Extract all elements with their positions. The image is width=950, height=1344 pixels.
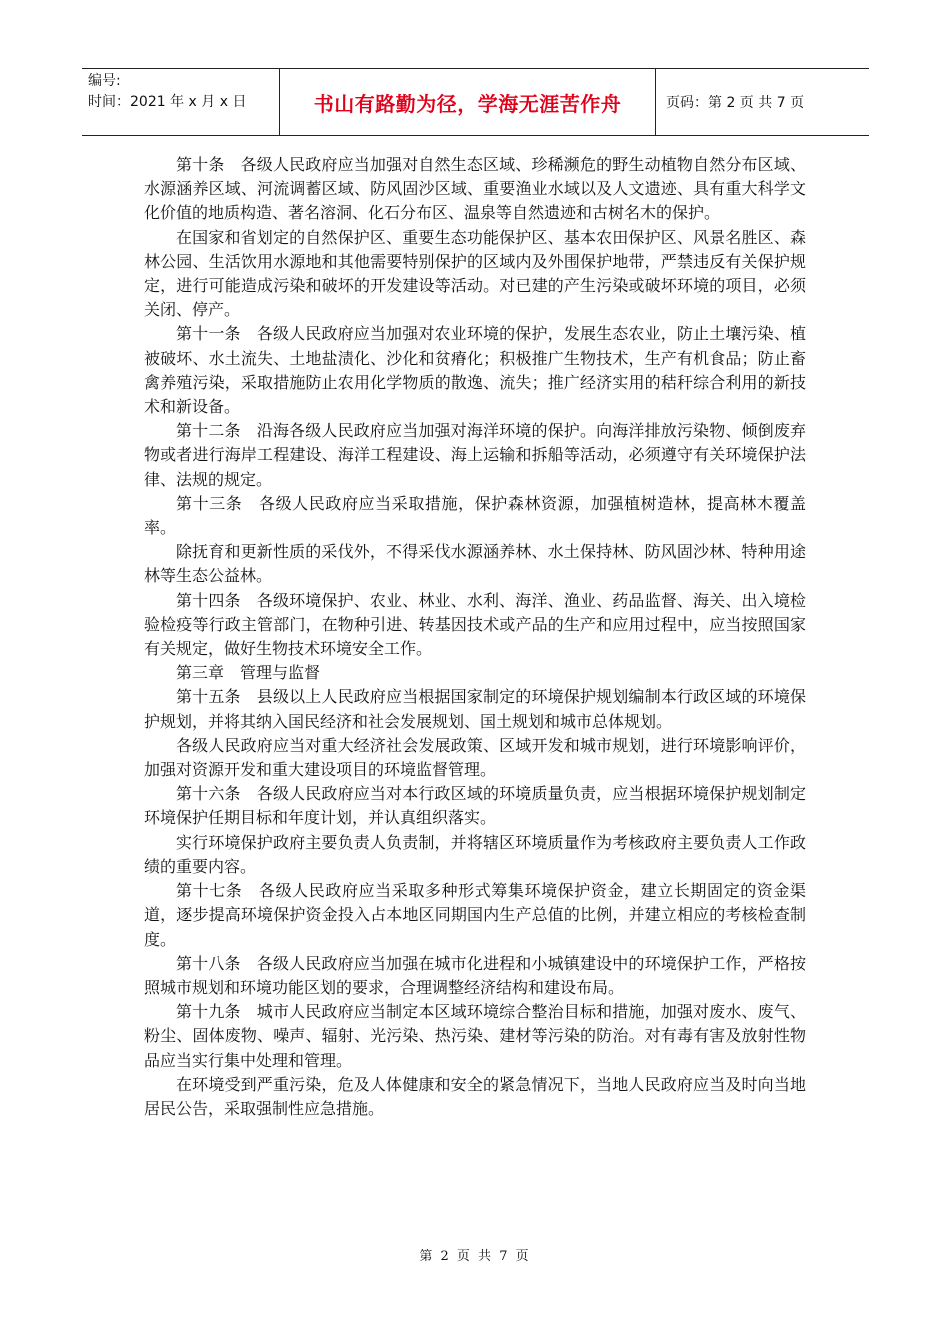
paragraph: 除抚育和更新性质的采伐外，不得采伐水源涵养林、水土保持林、防风固沙林、特种用途林等生态公益林。 [144,542,806,586]
paragraph: 第十二条 沿海各级人民政府应当加强对海洋环境的保护。向海洋排放污染物、倾倒废弃物或者进行海岸工程建设、海洋工程建设、海上运输和拆船等活动，必须遵守有关环境保护法律、法规的规定。 [144,421,806,489]
paragraph: 第十三条 各级人民政府应当采取措施，保护森林资源，加强植树造林，提高林木覆盖率。 [144,493,806,538]
document-body [144,153,806,1121]
paragraph: 第十六条 各级人民政府应当对本行政区域的环境质量负责，应当根据环境保护规划制定环境保护任期目标和年度计划，并认真组织落实。 [144,784,806,828]
paragraph: 第十八条 各级人民政府应当加强在城市化进程和小城镇建设中的环境保护工作，严格按照城市规划和环境功能区划的要求，合理调整经济结构和建设布局。 [144,953,806,997]
paragraph: 第十七条 各级人民政府应当采取多种形式筹集环境保护资金，建立长期固定的资金渠道，逐步提高环境保护资金投入占本地区同期国内生产总值的比例，并建立相应的考核检查制度。 [144,881,806,949]
paragraph: 各级人民政府应当对重大经济社会发展政策、区域开发和城市规划，进行环境影响评价，加强对资源开发和重大建设项目的环境监督管理。 [144,735,806,780]
page-header [82,68,869,136]
header-page-info: 页码：第 2 页 共 7 页 [666,95,805,111]
paragraph: 第十五条 县级以上人民政府应当根据国家制定的环境保护规划编制本行政区域的环境保护规划，并将其纳入国民经济和社会发展规划、国土规划和城市总体规划。 [144,687,806,731]
document-number-label: 编号: [88,73,121,89]
paragraph: 在国家和省划定的自然保护区、重要生态功能保护区、基本农田保护区、风景名胜区、森林公园、生活饮用水源地和其他需要特别保护的区域内及外围保护地带，严禁违反有关保护规定，进行可能造成污染和破坏的开发建设等活动。对已建的产生污染或破坏环境的项目，必须关闭、停产。 [144,227,806,320]
paragraph: 第十一条 各级人民政府应当加强对农业环境的保护，发展生态农业，防止土壤污染、植被破坏、水土流失、土地盐渍化、沙化和贫瘠化；积极推广生物技术，生产有机食品；防止畜禽养殖污染，采取措施防止农用化学物质的散逸、流失；推广经济实用的秸秆综合利用的新技术和新设备。 [144,324,806,417]
paragraph: 第十条 各级人民政府应当加强对自然生态区域、珍稀濒危的野生动植物自然分布区域、水源涵养区域、河流调蓄区域、防风固沙区域、重要渔业水域以及人文遗迹、具有重大科学文化价值的地质构造、著名溶洞、化石分布区、温泉等自然遗迹和古树名木的保护。 [144,155,806,223]
paragraph: 实行环境保护政府主要负责人负责制，并将辖区环境质量作为考核政府主要负责人工作政绩的重要内容。 [144,832,806,876]
paragraph: 第十九条 城市人民政府应当制定本区域环境综合整治目标和措施，加强对废水、废气、粉尘、固体废物、噪声、辐射、光污染、热污染、建材等污染的防治。对有毒有害及放射性物品应当实行集中处理和管理。 [144,1002,806,1070]
paragraph: 第十四条 各级环境保护、农业、林业、水利、海洋、渔业、药品监督、海关、出入境检验检疫等行政主管部门，在物种引进、转基因技术或产品的生产和应用过程中，应当按照国家有关规定，做好生物技术环境安全工作。 [144,590,806,659]
header-meta [82,69,280,135]
document-date: 时间：2021 年 x 月 x 日 [88,94,247,110]
paragraph: 在环境受到严重污染，危及人体健康和安全的紧急情况下，当地人民政府应当及时向当地居民公告，采取强制性应急措施。 [144,1074,806,1118]
header-motto: 书山有路勤为径，学海无涯苦作舟 [280,69,656,135]
page-footer: 第 2 页 共 7 页 [419,1249,531,1264]
chapter-heading: 第三章 管理与监督 [176,663,321,683]
